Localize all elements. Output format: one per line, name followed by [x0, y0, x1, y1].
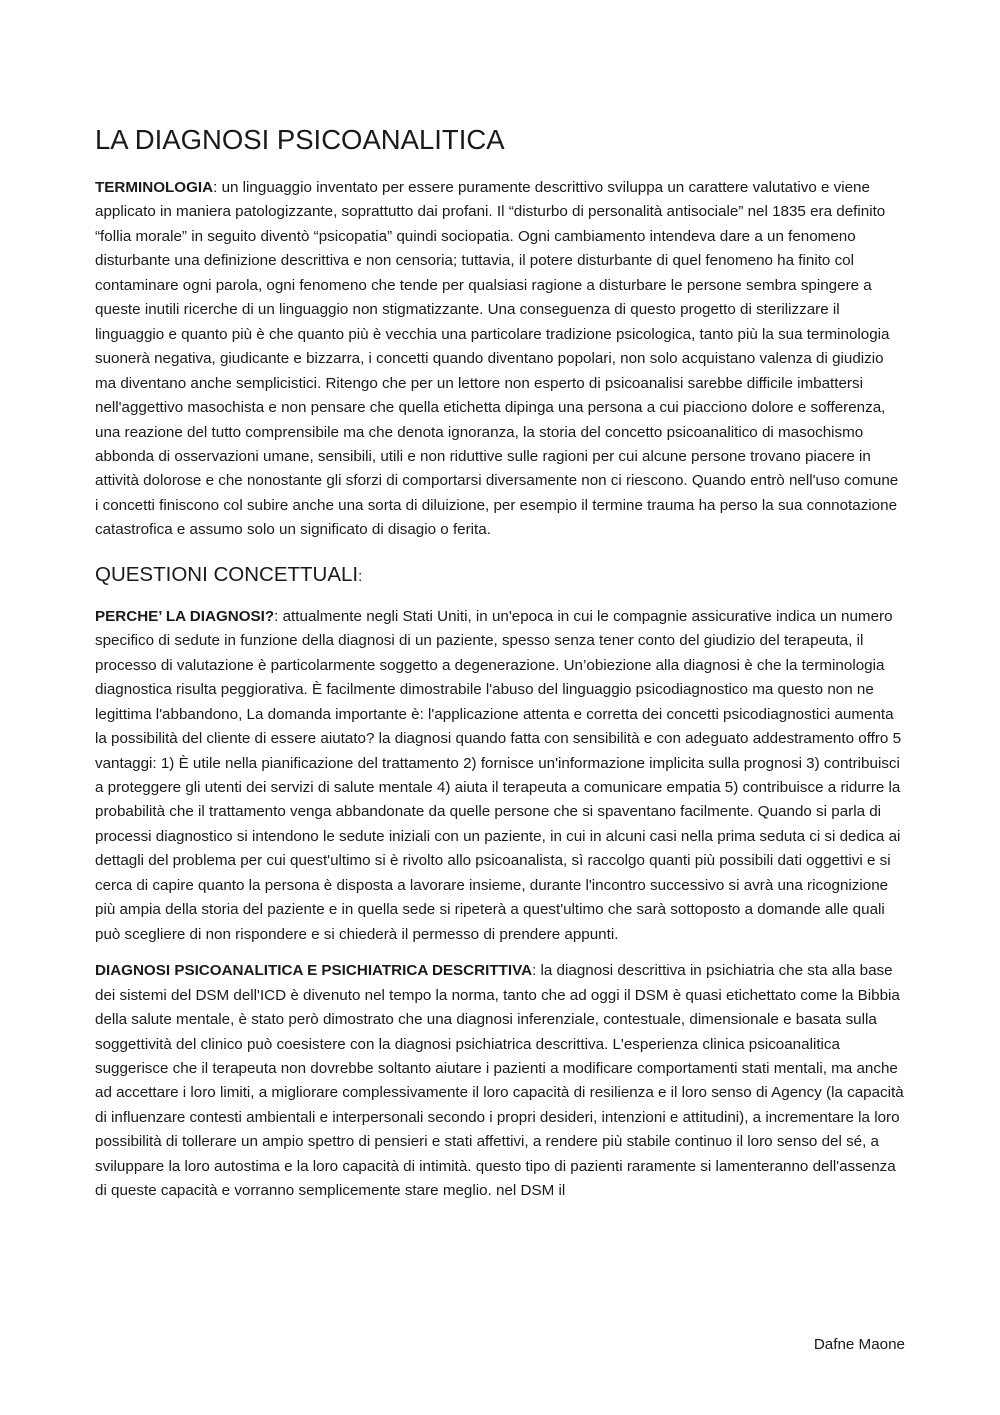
- diagnosi-psichiatrica-label: DIAGNOSI PSICOANALITICA E PSICHIATRICA DESCRITTIVA: [95, 962, 533, 980]
- diagnosi-psichiatrica-paragraph: [95, 959, 905, 1204]
- document-title: LA DIAGNOSI PSICOANALITICA: [95, 124, 505, 155]
- terminologia-text: : un linguaggio inventato per essere puramente descrittivo sviluppa un carattere valutativo e viene applicato in maniera patologizzante, soprattutto dai profani. Il “disturbo di personalità antisociale” nel 1835 era definito “follia morale” in seguito diventò “psicopatia” quindi sociopatia. Ogni cambiamento intendeva dare a un fenomeno disturbante una definizione descrittiva e non censoria; tuttavia, il potere disturbante di quel fenomeno ha finito col contaminare ogni parola, ogni fenomeno che tende per qualsiasi ragione a disturbare le persone sembra spingere a queste inutili ricerche di un linguaggio non stigmatizzante. Una conseguenza di questo progetto di sterilizzare il linguaggio e quanto più è che quanto più è vecchia una particolare tradizione psicologica, tanto più la sua terminologia suonerà negativa, giudicante e bizzarra, i concetti quando diventano popolari, non solo acquistano valenza di giudizio ma diventano anche semplicistici. Ritengo che per un lettore non esperto di psicoanalisi sarebbe difficile imbattersi nell'aggettivo masochista e non pensare che quella etichetta dipinga una persona a cui piacciono dolore e sofferenza, una reazione del tutto comprensibile ma che denota ignoranza, la storia del concetto psicoanalitico di masochismo abbonda di osservazioni umane, sensibili, utili e non riduttive sulle ragioni per cui alcune persone trovano piacere in attività dolorose e che nonostante gli sforzi di comportarsi diversamente non ci riescono. Quando entrò nell'uso comune i concetti finiscono col subire anche una sorta di diluizione, per esempio il termine trauma ha perso la sua connotazione catastrofica e assumo solo un significato di disagio o ferita.: [95, 179, 899, 539]
- diagnosi-psichiatrica-text: : la diagnosi descrittiva in psichiatria che sta alla base dei sistemi del DSM dell'ICD è divenuto nel tempo la norma, tanto che ad oggi il DSM è quasi etichettato come la Bibbia della salute mentale, è stato però dimostrato che una diagnosi inferenziale, contestuale, dimensionale e basata sulla soggettività del clinico può coesistere con la diagnosi psichiatrica descrittiva. L'esperienza clinica psicoanalitica suggerisce che il terapeuta non dovrebbe soltanto aiutare i pazienti a modificare comportamenti stati mentali, ma anche ad accettare i loro limiti, a migliorare complessivamente il loro capacità di resilienza e il loro senso di Agency (la capacità di influenzare contesti ambientali e interpersonali secondo i propri desideri, intenzioni e attitudini), a incrementare la loro possibilità di tollerare un ampio spettro di pensieri e stati affettivi, a rendere più stabile continuo il loro senso del sé, a sviluppare la loro autostima e la loro capacità di intimità. questo tipo di pazienti raramente si lamenteranno dell'assenza di queste capacità e vorranno semplicemente stare meglio. nel DSM il: [95, 962, 904, 1200]
- terminologia-label: TERMINOLOGIA: [95, 179, 214, 196]
- footer-author: Dafne Maone: [813, 1336, 905, 1353]
- section-heading-colon: :: [358, 567, 363, 585]
- terminologia-paragraph: [95, 176, 905, 543]
- section-heading-text: QUESTIONI CONCETTUALI: [95, 562, 359, 586]
- perche-text: : attualmente negli Stati Uniti, in un'epoca in cui le compagnie assicurative indica un numero specifico di sedute in funzione della diagnosi di un paziente, spesso senza tener conto del giudizio del terapeuta, il processo di valutazione è particolarmente soggetto a degenerazione. Un’obiezione alla diagnosi è che la terminologia diagnostica risulta peggiorativa. È facilmente dimostrabile l'abuso del linguaggio psicodiagnostico ma questo non ne legittima l'abbandono, La domanda importante è: l'applicazione attenta e corretta dei concetti psicodiagnostici aumenta la possibilità del cliente di essere aiutato? la diagnosi quando fatta con sensibilità e con adeguato addestramento offro 5 vantaggi: 1) È utile nella pianificazione del trattamento 2) fornisce un'informazione implicita sulla prognosi 3) contribuisci a proteggere gli utenti dei servizi di salute mentale 4) aiuta il terapeuta a comunicare empatia 5) contribuisce a ridurre la probabilità che il trattamento venga abbandonate da quelle persone che si spaventano facilmente. Quando si parla di processi diagnostico si intendono le sedute iniziali con un paziente, in cui in alcuni casi nella prima seduta ci si dedica ai dettagli del problema per cui quest'ultimo si è rivolto allo psicoanalista, sì raccolgo quanti più possibili dati oggettivi e si cerca di capire quanto la persona è disposta a lavorare insieme, durante l'incontro successivo si avrà una ricognizione più ampia della storia del paziente e in quella sede si ripeterà a quest'ultimo che sarà sottoposto a domande alle quali può scegliere di non rispondere e si chiederà il permesso di prendere appunti.: [95, 607, 902, 943]
- document-page: [95, 120, 905, 1204]
- paragraph-spacer: [95, 947, 905, 959]
- perche-paragraph: [95, 605, 905, 947]
- section-heading-questioni: [95, 561, 905, 591]
- perche-label: PERCHE’ LA DIAGNOSI?: [95, 607, 275, 625]
